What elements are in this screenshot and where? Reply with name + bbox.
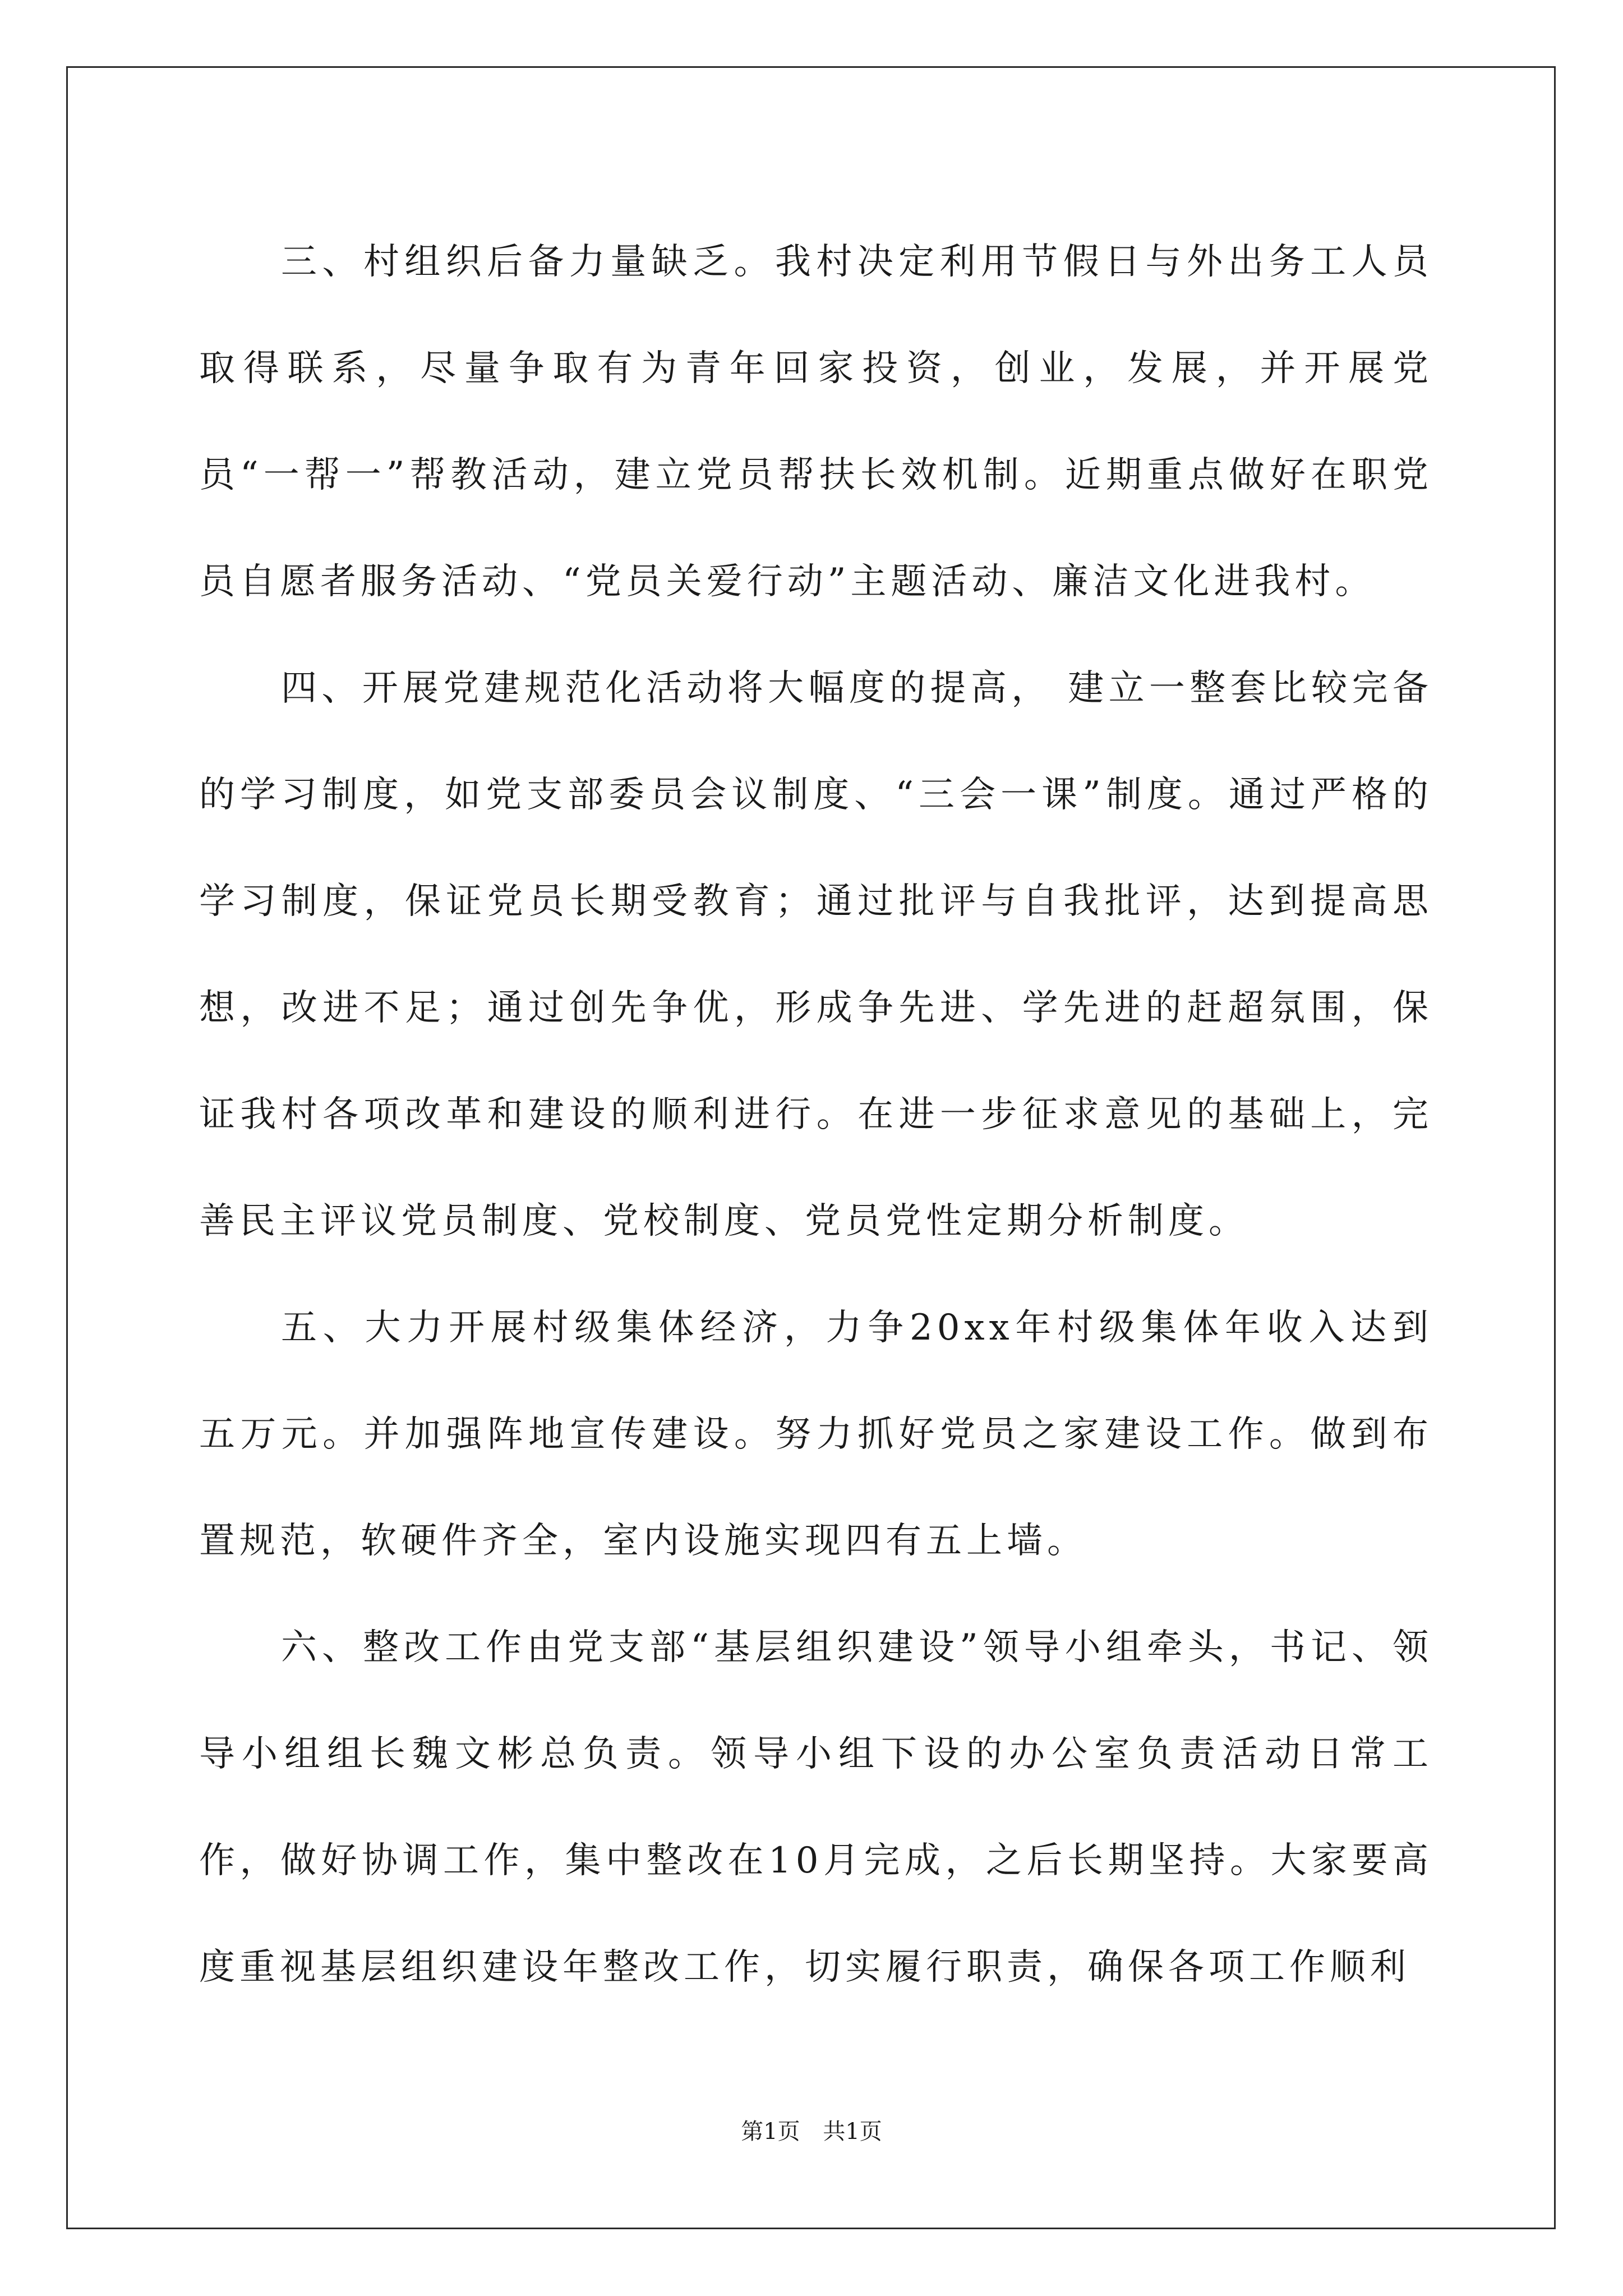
paragraph-4: 四、开展党建规范化活动将大幅度的提高， 建立一整套比较完备的学习制度，如党支部委员会议制度、“三会一课”制度。通过严格的学习制度，保证党员长期受教育；通过批评与自我批评，达到提高思想，改进不足；通过创先争优，形成争先进、学先进的赶超氛围，保证我村各项改革和建设的顺利进行。在进一步征求意见的基础上，完善民主评议党员制度、党校制度、党员党性定期分析制度。 xyxy=(199,668,1433,1242)
document-body xyxy=(199,209,1433,2021)
paragraph-3: 三、村组织后备力量缺乏。我村决定利用节假日与外出务工人员取得联系，尽量争取有为青年回家投资，创业，发展，并开展党员“一帮一”帮教活动，建立党员帮扶长效机制。近期重点做好在职党员自愿者服务活动、“党员关爱行动”主题活动、廉洁文化进我村。 xyxy=(199,241,1433,602)
page-footer xyxy=(0,2115,1623,2148)
paragraph-5: 五、大力开展村级集体经济，力争20xx年村级集体年收入达到五万元。并加强阵地宣传建设。努力抓好党员之家建设工作。做到布置规范，软硬件齐全，室内设施实现四有五上墙。 xyxy=(199,1307,1433,1562)
page-number-total: 共1页 xyxy=(823,2119,882,2145)
paragraph-6: 六、整改工作由党支部“基层组织建设”领导小组牵头，书记、领导小组组长魏文彬总负责。领导小组下设的办公室负责活动日常工作，做好协调工作，集中整改在10月完成，之后长期坚持。大家要高度重视基层组织建设年整改工作，切实履行职责，确保各项工作顺利 xyxy=(199,1627,1433,1988)
page-number-current: 第1页 xyxy=(741,2119,800,2145)
